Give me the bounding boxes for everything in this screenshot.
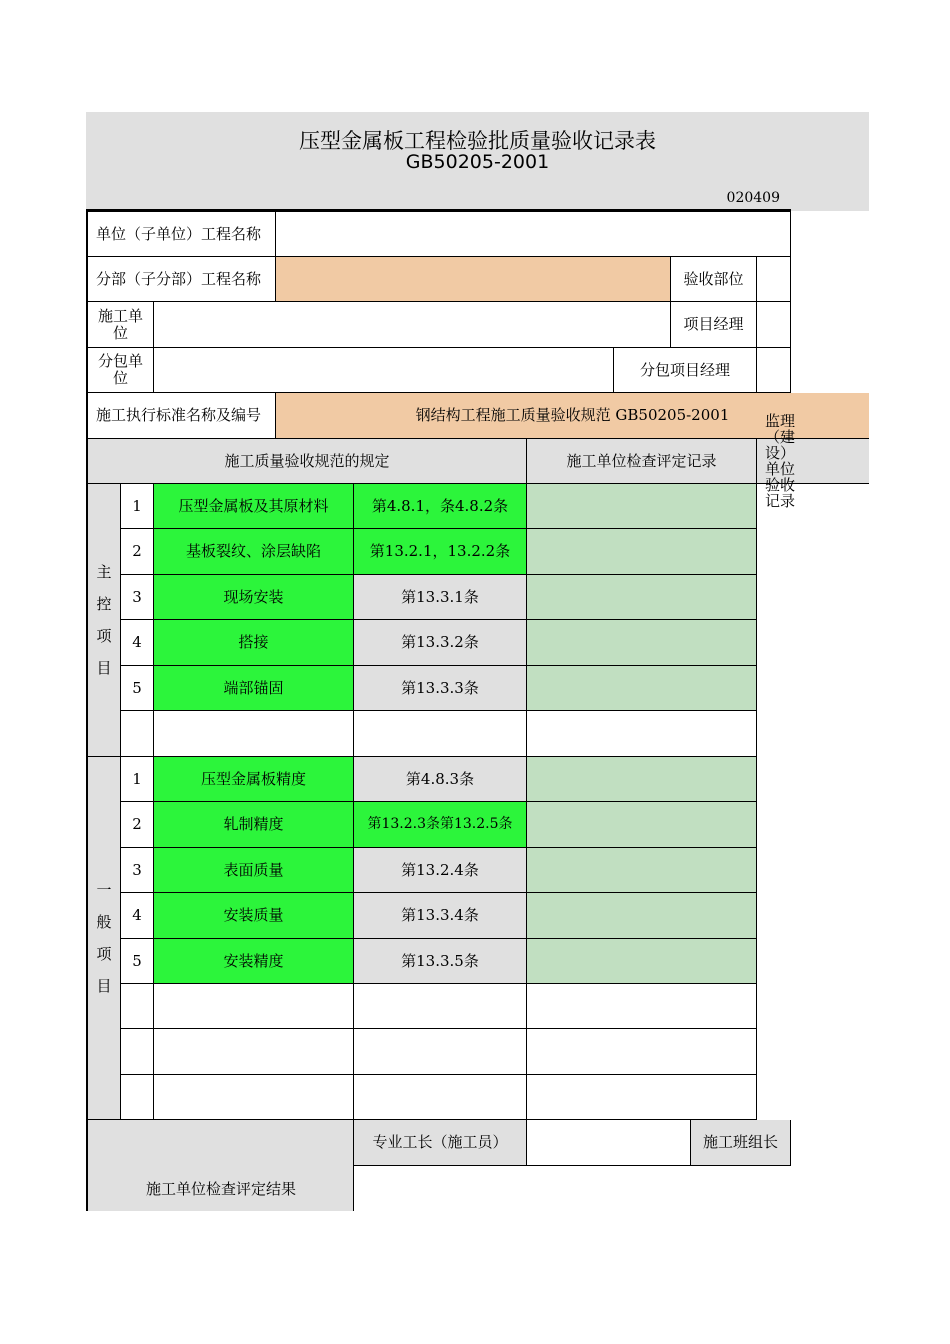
general-item-3-no: 3 (121, 848, 154, 893)
main-item-empty-clause (354, 711, 527, 757)
main-control-group (88, 484, 121, 757)
result-label: 施工单位检查评定结果 (145, 1180, 296, 1198)
general-empty-1-clause (354, 984, 527, 1029)
acceptance-part-label: 验收部位 (671, 257, 757, 302)
main-control-char-3: 项 (96, 627, 112, 645)
supervision-column-header (757, 412, 869, 510)
general-item-3-name: 表面质量 (154, 848, 354, 893)
general-item-4-name: 安装质量 (154, 893, 354, 939)
page-title: 压型金属板工程检验批质量验收记录表 (299, 129, 656, 153)
acceptance-part-value[interactable] (757, 257, 791, 302)
main-item-4-no: 4 (121, 620, 154, 666)
team-leader-label: 施工班组长 (691, 1120, 791, 1166)
main-item-empty-record[interactable] (527, 711, 757, 757)
general-empty-2-clause (354, 1029, 527, 1075)
general-item-4-record[interactable] (527, 893, 757, 939)
main-item-empty-name (154, 711, 354, 757)
contractor-value[interactable] (154, 302, 671, 348)
general-empty-1-name (154, 984, 354, 1029)
sub-project-manager-label: 分包项目经理 (614, 348, 757, 393)
main-item-2-clause: 第13.2.1，13.2.2条 (354, 529, 527, 575)
general-empty-1-no (121, 984, 154, 1029)
general-char-4: 目 (96, 977, 112, 995)
standard-value: 钢结构工程施工质量验收规范 GB50205-2001 (276, 393, 869, 439)
general-empty-2-no (121, 1029, 154, 1075)
main-item-3-clause: 第13.3.1条 (354, 575, 527, 620)
general-item-5-name: 安装精度 (154, 939, 354, 984)
general-item-2-no: 2 (121, 802, 154, 848)
main-item-1-record[interactable] (527, 484, 757, 529)
main-item-5-record[interactable] (527, 666, 757, 711)
general-group (88, 757, 121, 1120)
main-item-4-clause: 第13.3.2条 (354, 620, 527, 666)
form-code: 020409 (726, 190, 780, 206)
general-empty-2-name (154, 1029, 354, 1075)
record-column-header: 施工单位检查评定记录 (527, 439, 757, 484)
main-item-2-no: 2 (121, 529, 154, 575)
main-item-5-clause: 第13.3.3条 (354, 666, 527, 711)
general-item-3-clause: 第13.2.4条 (354, 848, 527, 893)
standard-label: 施工执行标准名称及编号 (88, 393, 276, 439)
main-item-3-name: 现场安装 (154, 575, 354, 620)
general-item-4-clause: 第13.3.4条 (354, 893, 527, 939)
general-item-1-record[interactable] (527, 757, 757, 802)
standard-code: GB50205-2001 (405, 151, 550, 173)
main-control-char-2: 控 (96, 595, 112, 613)
general-item-2-record[interactable] (527, 802, 757, 848)
general-empty-2-record[interactable] (527, 1029, 757, 1075)
main-item-4-record[interactable] (527, 620, 757, 666)
main-item-5-name: 端部锚固 (154, 666, 354, 711)
general-item-3-record[interactable] (527, 848, 757, 893)
main-item-5-no: 5 (121, 666, 154, 711)
general-empty-3-record[interactable] (527, 1075, 757, 1120)
general-empty-3-no (121, 1075, 154, 1120)
unit-project-value[interactable] (276, 212, 791, 257)
main-item-1-name: 压型金属板及其原材料 (154, 484, 354, 529)
subcontractor-value[interactable] (154, 348, 614, 393)
general-item-4-no: 4 (121, 893, 154, 939)
general-char-2: 般 (96, 913, 112, 931)
supervision-column-text: 监理（建设）单位验收记录 (765, 412, 796, 510)
main-item-4-name: 搭接 (154, 620, 354, 666)
general-empty-3-name (154, 1075, 354, 1120)
general-item-1-no: 1 (121, 757, 154, 802)
main-item-2-record[interactable] (527, 529, 757, 575)
spec-column-header: 施工质量验收规范的规定 (88, 439, 527, 484)
general-item-5-record[interactable] (527, 939, 757, 984)
unit-project-label: 单位（子单位）工程名称 (88, 212, 276, 257)
general-item-1-name: 压型金属板精度 (154, 757, 354, 802)
sub-project-manager-value[interactable] (757, 348, 791, 393)
main-item-1-no: 1 (121, 484, 154, 529)
main-control-char-1: 主 (96, 563, 112, 581)
general-item-2-clause: 第13.2.3条第13.2.5条 (354, 802, 527, 848)
project-manager-value[interactable] (757, 302, 791, 348)
project-manager-label: 项目经理 (671, 302, 757, 348)
foreman-label: 专业工长（施工员） (354, 1120, 527, 1166)
contractor-label: 施工单位 (88, 302, 154, 348)
general-item-5-no: 5 (121, 939, 154, 984)
main-item-3-no: 3 (121, 575, 154, 620)
main-item-empty-no (121, 711, 154, 757)
subcontractor-label: 分包单位 (88, 348, 154, 393)
general-empty-1-record[interactable] (527, 984, 757, 1029)
main-item-1-clause: 第4.8.1，条4.8.2条 (354, 484, 527, 529)
sub-project-label: 分部（子分部）工程名称 (88, 257, 276, 302)
general-item-1-clause: 第4.8.3条 (354, 757, 527, 802)
sub-project-value[interactable] (276, 257, 671, 302)
general-char-3: 项 (96, 945, 112, 963)
general-item-2-name: 轧制精度 (154, 802, 354, 848)
main-item-2-name: 基板裂纹、涂层缺陷 (154, 529, 354, 575)
general-empty-3-clause (354, 1075, 527, 1120)
main-item-3-record[interactable] (527, 575, 757, 620)
general-item-5-clause: 第13.3.5条 (354, 939, 527, 984)
main-control-char-4: 目 (96, 659, 112, 677)
foreman-value[interactable] (527, 1120, 691, 1166)
general-char-1: 一 (96, 881, 112, 899)
